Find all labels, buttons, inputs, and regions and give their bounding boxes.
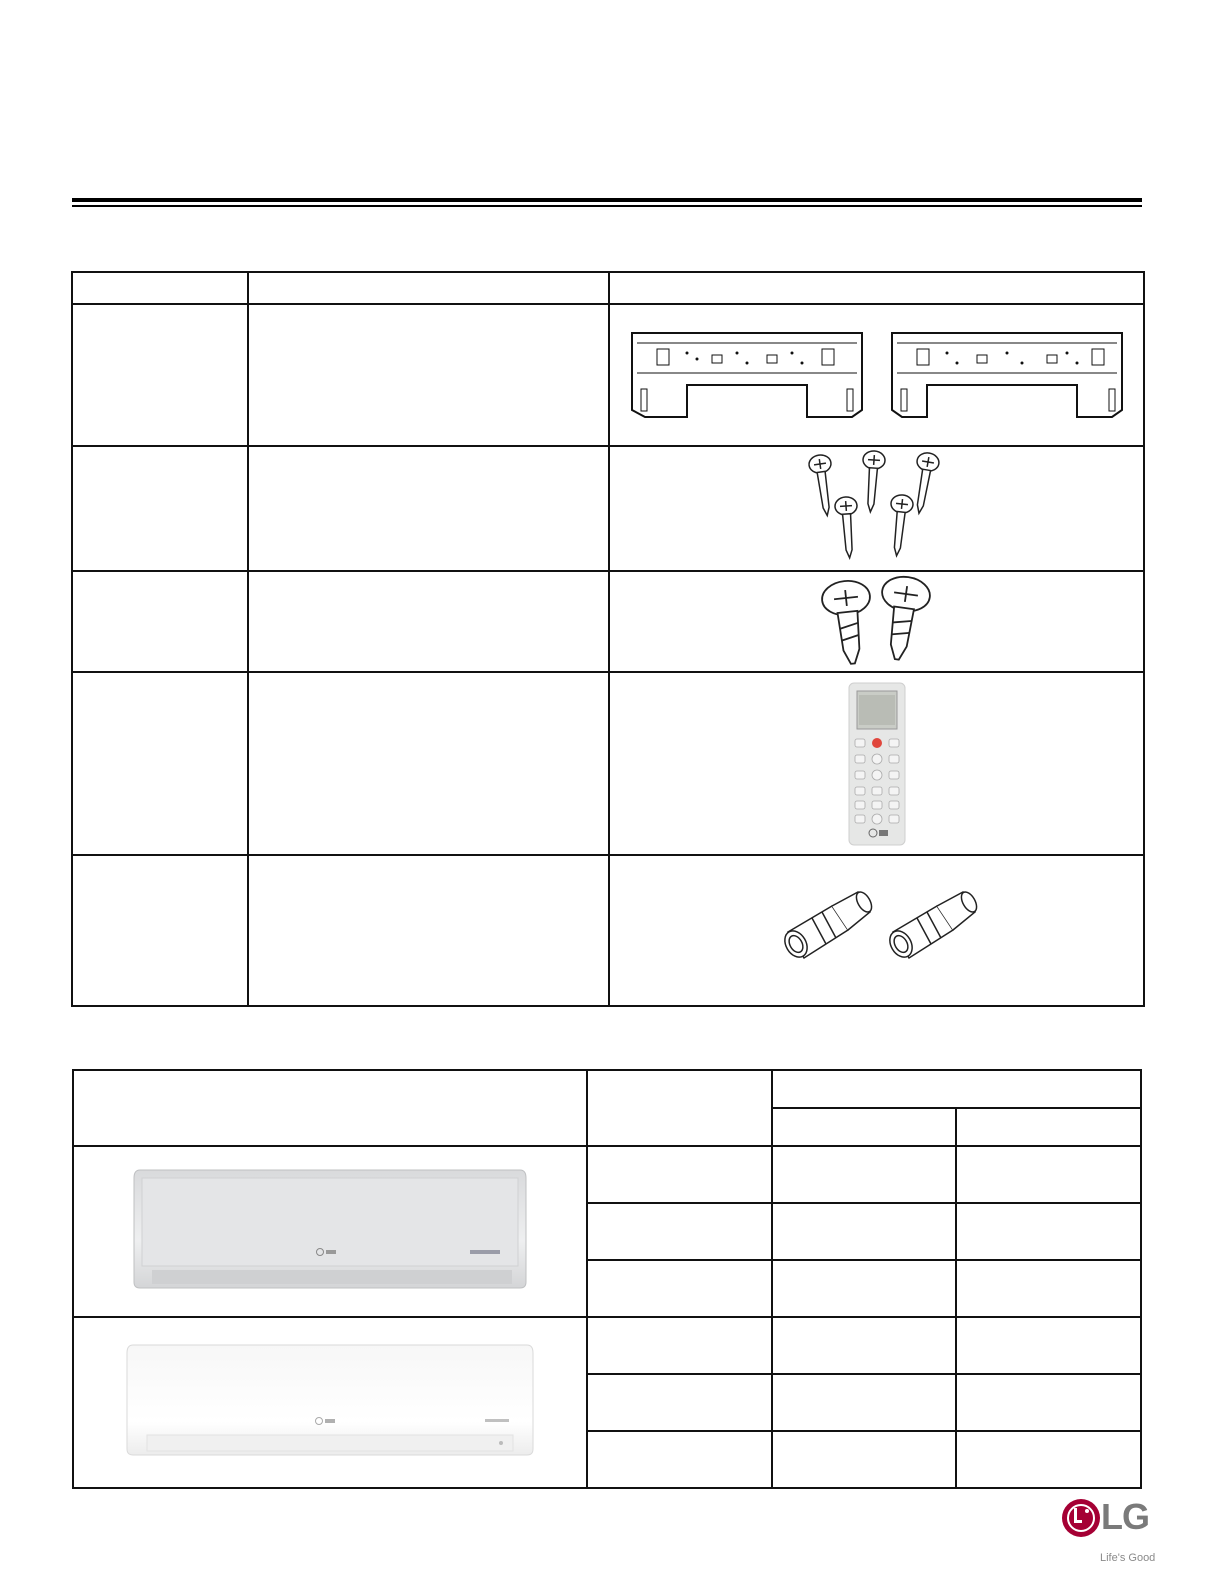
value-cell-b — [956, 1203, 1141, 1260]
value-cell-b — [956, 1260, 1141, 1317]
table-row — [73, 1146, 1141, 1203]
accessories-header-row — [72, 272, 1144, 304]
header-cell-group — [772, 1070, 1141, 1108]
value-cell-b — [956, 1374, 1141, 1431]
table-row — [72, 672, 1144, 855]
value-cell-a — [772, 1317, 956, 1374]
remote-control-icon — [847, 681, 907, 847]
part-image-cell — [609, 672, 1144, 855]
header-cell-unit — [73, 1070, 587, 1146]
part-desc-cell — [248, 855, 609, 1006]
model-table — [72, 1069, 1142, 1489]
part-name-cell — [72, 855, 248, 1006]
header-rule-thin — [72, 205, 1142, 207]
model-cell — [587, 1317, 772, 1374]
value-cell-b — [956, 1317, 1141, 1374]
part-name-cell — [72, 446, 248, 571]
model-cell — [587, 1203, 772, 1260]
header-cell-model — [587, 1070, 772, 1146]
part-name-cell — [72, 672, 248, 855]
model-header-row — [73, 1070, 1141, 1108]
part-image-cell — [609, 855, 1144, 1006]
table-row — [72, 446, 1144, 571]
part-name-cell — [72, 571, 248, 672]
header-cell-part — [72, 272, 248, 304]
header-rule-thick — [72, 198, 1142, 202]
type-a-screw-icon — [802, 454, 952, 564]
installation-plate-icon — [627, 325, 1127, 425]
part-image-cell — [609, 571, 1144, 672]
logo-wordmark: LG — [1101, 1496, 1149, 1537]
table-row — [72, 855, 1144, 1006]
table-row — [73, 1317, 1141, 1374]
model-cell — [587, 1374, 772, 1431]
table-row — [72, 571, 1144, 672]
value-cell-a — [772, 1146, 956, 1203]
subheader-cell-b — [956, 1108, 1141, 1146]
part-desc-cell — [248, 446, 609, 571]
header-cell-image — [609, 272, 1144, 304]
part-name-cell — [72, 304, 248, 446]
pipe-adapter-icon — [772, 866, 982, 996]
value-cell-b — [956, 1431, 1141, 1488]
header-cell-description — [248, 272, 609, 304]
value-cell-a — [772, 1374, 956, 1431]
unit-image-cell — [73, 1146, 587, 1317]
type-b-screw-icon — [812, 576, 942, 668]
indoor-unit-silver-icon — [132, 1166, 528, 1292]
unit-image-cell — [73, 1317, 587, 1488]
model-cell — [587, 1146, 772, 1203]
value-cell-a — [772, 1260, 956, 1317]
model-cell — [587, 1260, 772, 1317]
subheader-cell-a — [772, 1108, 956, 1146]
part-desc-cell — [248, 304, 609, 446]
part-desc-cell — [248, 672, 609, 855]
value-cell-b — [956, 1146, 1141, 1203]
part-image-cell — [609, 304, 1144, 446]
indoor-unit-white-icon — [125, 1341, 535, 1459]
value-cell-a — [772, 1203, 956, 1260]
logo-tagline: Life's Good — [1100, 1552, 1156, 1564]
part-image-cell — [609, 446, 1144, 571]
part-desc-cell — [248, 571, 609, 672]
accessories-table — [71, 271, 1145, 1007]
value-cell-a — [772, 1431, 956, 1488]
table-row — [72, 304, 1144, 446]
model-cell — [587, 1431, 772, 1488]
